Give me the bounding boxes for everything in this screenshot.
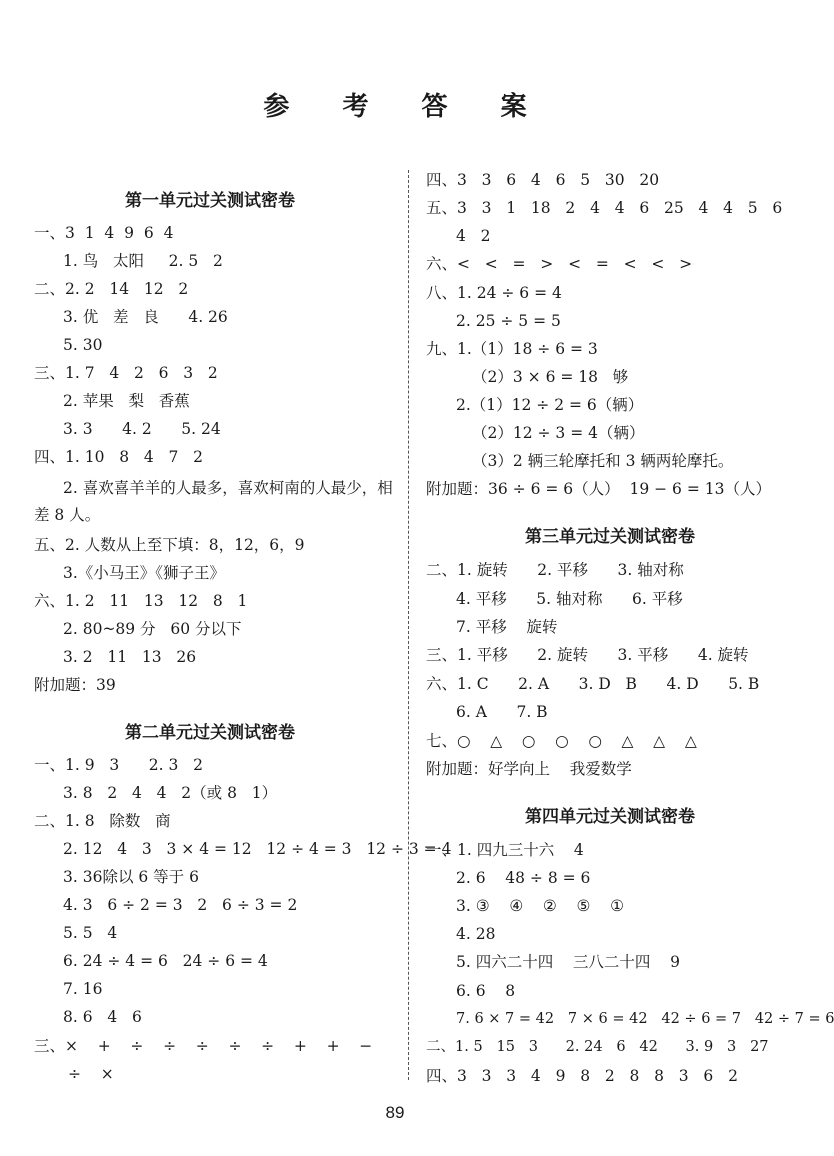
unit4-heading: 第四单元过关测试密卷 [525,807,695,827]
answer-line: 八、1. 24 ÷ 6 = 4 [426,284,562,302]
answer-line: 2. 苹果 梨 香蕉 [63,392,190,410]
answer-line: 5. 四六二十四 三八二十四 9 [456,953,680,971]
unit3-heading: 第三单元过关测试密卷 [525,527,695,547]
answer-line: 二、2. 2 14 12 2 [34,280,189,298]
answer-line: 3. 优 差 良 4. 26 [63,308,228,326]
answer-line: 七、○ △ ○ ○ ○ △ △ △ [426,732,697,750]
answer-line: 四、1. 10 8 4 7 2 [34,448,204,466]
answer-line: 6. A 7. B [456,703,548,721]
answer-line: 一、3 1 4 9 6 4 [34,224,174,242]
answer-line: 7. 6 × 7 = 42 7 × 6 = 42 42 ÷ 6 = 7 42 ÷ 7 = 6 [456,1011,834,1027]
answer-line: （2）12 ÷ 3 = 4（辆） [472,424,645,442]
answer-line: 差 8 人。 [34,506,101,524]
answer-line: 5. 5 4 [63,924,118,942]
answer-line: 8. 6 4 6 [63,1008,142,1026]
answer-line: 附加题：39 [34,676,116,694]
unit2-heading: 第二单元过关测试密卷 [125,723,295,743]
answer-line: 2. 6 48 ÷ 8 = 6 [456,869,591,887]
answer-line: ÷ × [68,1065,114,1083]
answer-line: 2.（1）12 ÷ 2 = 6（辆） [456,396,644,414]
answer-line: 5. 30 [63,336,103,354]
answer-line: 3. 2 11 13 26 [63,648,197,666]
answer-line: 六、< < = > < = < < > [426,255,693,273]
answer-line: 7. 平移 旋转 [456,618,558,636]
answer-line: 二、1. 8 除数 商 [34,812,171,830]
answer-line: 3. 8 2 4 4 2（或 8 1） [63,784,278,802]
answer-line: 附加题：好学向上 我爱数学 [426,760,632,778]
answer-line: 4. 28 [456,925,496,943]
answer-line: 2. 80~89 分 60 分以下 [63,620,242,638]
answer-line: 3. 36除以 6 等于 6 [63,868,199,886]
answer-line: 一、1. 9 3 2. 3 2 [34,756,204,774]
answer-line: 4. 平移 5. 轴对称 6. 平移 [456,590,683,608]
page-title: 参 考 答 案 [263,92,549,122]
answer-line: 六、1. C 2. A 3. D B 4. D 5. B [426,675,760,693]
answer-line: 二、1. 5 15 3 2. 24 6 42 3. 9 3 27 [426,1039,769,1055]
answer-line: 四、3 3 3 4 9 8 2 8 8 3 6 2 [426,1067,738,1085]
answer-line: 六、1. 2 11 13 12 8 1 [34,592,248,610]
answer-line: 二、1. 旋转 2. 平移 3. 轴对称 [426,561,684,579]
answer-line: 三、1. 7 4 2 6 3 2 [34,364,218,382]
answer-line: （2）3 × 6 = 18 够 [472,368,629,386]
answer-line: 3.《小马王》《狮子王》 [63,564,226,582]
answer-line: 三、1. 平移 2. 旋转 3. 平移 4. 旋转 [426,646,749,664]
answer-line: 3. ③ ④ ② ⑤ ① [456,897,625,915]
answer-line: 2. 喜欢喜羊羊的人最多，喜欢柯南的人最少，相 [63,479,393,497]
answer-line: 2. 12 4 3 3 × 4 = 12 12 ÷ 4 = 3 12 ÷ 3 = 4 [63,840,452,858]
answer-line: 四、3 3 6 4 6 5 30 20 [426,171,660,189]
answer-line: 五、2. 人数从上至下填：8，12，6，9 [34,536,305,554]
answer-line: （3）2 辆三轮摩托和 3 辆两轮摩托。 [472,452,734,470]
answer-line: 三、× + ÷ ÷ ÷ ÷ ÷ + + − [34,1037,373,1055]
answer-line: 2. 25 ÷ 5 = 5 [456,312,561,330]
answer-line: 五、3 3 1 18 2 4 4 6 25 4 4 5 6 [426,199,783,217]
answer-line: 九、1.（1）18 ÷ 6 = 3 [426,340,598,358]
page-number: 89 [385,1103,405,1122]
column-divider [408,170,409,1080]
answer-line: 4. 3 6 ÷ 2 = 3 2 6 ÷ 3 = 2 [63,896,298,914]
answer-line: 3. 3 4. 2 5. 24 [63,420,221,438]
answer-line: 一、1. 四九三十六 4 [426,841,584,859]
answer-line: 4 2 [456,227,491,245]
answer-line: 1. 鸟 太阳 2. 5 2 [63,252,223,270]
answer-line: 附加题：36 ÷ 6 = 6（人） 19 − 6 = 13（人） [426,480,771,498]
answer-line: 6. 6 8 [456,982,516,1000]
answer-line: 6. 24 ÷ 4 = 6 24 ÷ 6 = 4 [63,952,268,970]
unit1-heading: 第一单元过关测试密卷 [125,191,295,211]
answer-line: 7. 16 [63,980,103,998]
